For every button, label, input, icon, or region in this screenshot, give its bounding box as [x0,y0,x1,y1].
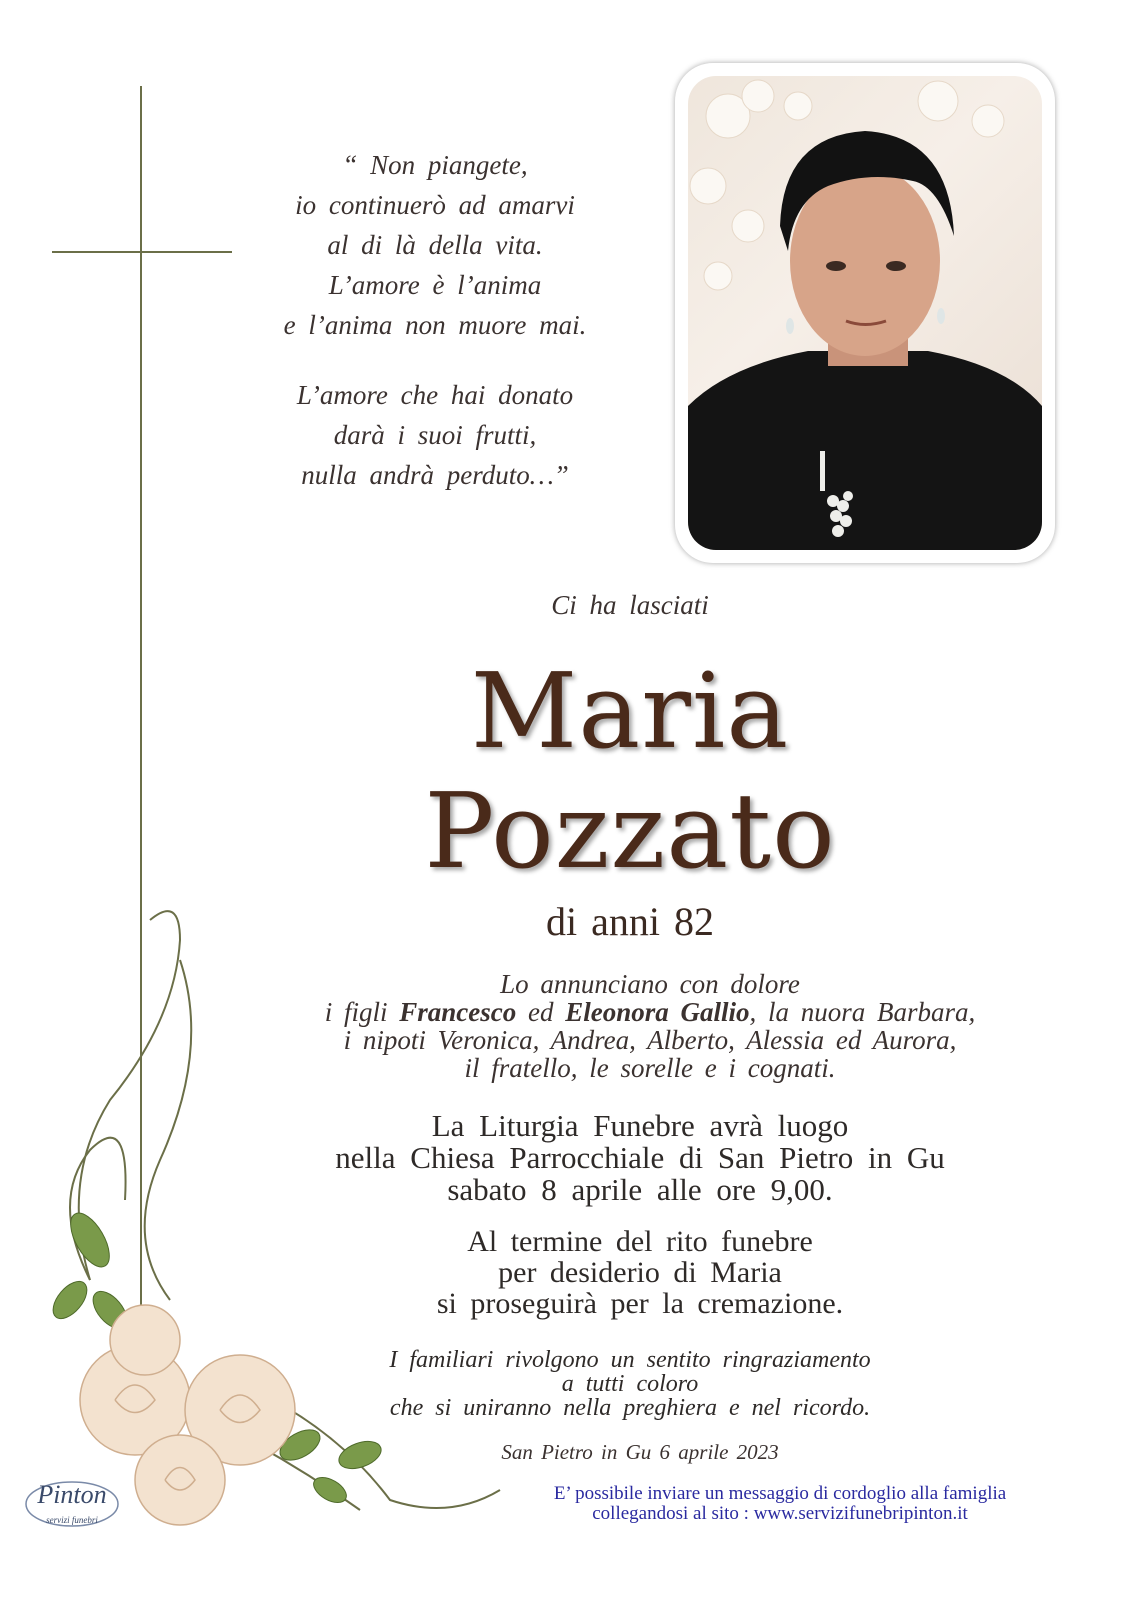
rose-decoration [30,900,510,1540]
announce-line: Lo annunciano con dolore [500,969,800,999]
thanks-line: I familiari rivolgono un sentito ringraziamento [389,1347,871,1373]
logo-name: Pinton [37,1480,107,1509]
liturgy-line: nella Chiesa Parrocchiale di San Pietro in Gu [335,1140,945,1175]
first-name: Maria [470,650,790,772]
quote-line: L’amore che hai donato [296,380,574,410]
daughter-name: Eleonora Gallio [565,997,750,1027]
thanks-line: a tutti coloro [561,1371,699,1397]
rite-line: si proseguirà per la cremazione. [436,1287,844,1320]
intro-text: Ci ha lasciati [551,590,709,620]
liturgy-line: La Liturgia Funebre avrà luogo [431,1108,849,1143]
footer-line: E’ possibile inviare un messaggio di cordoglio alla famiglia [553,1483,1007,1504]
quote-line: al di là della vita. [327,230,543,260]
rite-line: per desiderio di Maria [498,1256,782,1289]
age-text: di anni 82 [546,899,714,944]
liturgy-line: sabato 8 aprile alle ore 9,00. [447,1172,833,1207]
memorial-quote [230,145,640,495]
thanks-line: che si uniranno nella preghiera e nel ricordo. [389,1395,871,1421]
announce-line: il fratello, le sorelle e i cognati. [464,1053,836,1083]
place-date: San Pietro in Gu 6 aprile 2023 [501,1440,779,1464]
quote-line: darà i suoi frutti, [333,420,537,450]
logo-subtitle: servizi funebri [46,1515,98,1525]
rite-line: Al termine del rito funebre [467,1225,813,1258]
footer-link[interactable]: collegandosi al sito : www.servizifunebripinton.it [592,1503,968,1524]
announce-line: i nipoti Veronica, Andrea, Alberto, Alessia ed Aurora, [343,1025,957,1055]
portrait-illustration [688,76,1042,550]
quote-line: io continuerò ad amarvi [295,190,575,220]
portrait-photo [688,76,1042,550]
condolence-footer [500,1484,1060,1524]
son-name: Francesco [399,997,517,1027]
quote-line: “ Non piangete, [342,150,528,180]
quote-line: e l’anima non muore mai. [283,310,587,340]
last-name: Pozzato [424,770,836,892]
quote-line: L’amore è l’anima [328,270,542,300]
quote-line: nulla andrà perduto…” [301,460,569,490]
announce-line: i figli Francesco ed Eleonora Gallio, la nuora Barbara, [324,997,976,1027]
cross-horizontal-bar [52,251,232,253]
